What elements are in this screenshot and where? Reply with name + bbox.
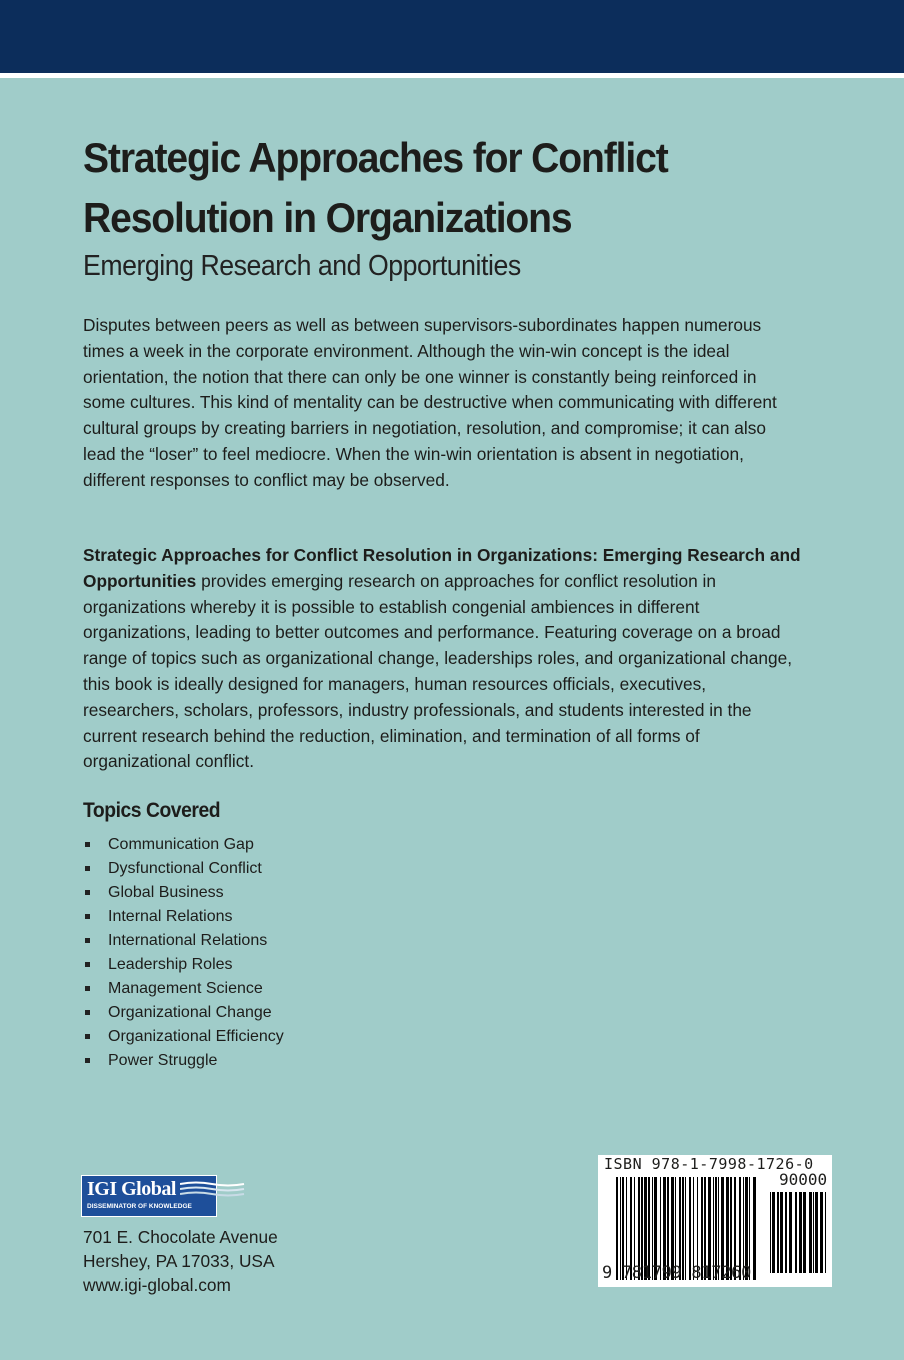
isbn-barcode	[598, 1155, 832, 1287]
bullet-icon	[85, 1034, 90, 1039]
logo-tagline: DISSEMINATOR OF KNOWLEDGE	[87, 1203, 192, 1210]
topic-label: International Relations	[108, 932, 268, 949]
bullet-icon	[85, 986, 90, 991]
topic-label: Organizational Efficiency	[108, 1028, 284, 1045]
topics-heading: Topics Covered	[83, 799, 221, 822]
barcode-bar	[753, 1177, 756, 1280]
barcode-bar	[803, 1192, 806, 1273]
band-divider	[0, 73, 904, 78]
barcode-bar	[785, 1192, 787, 1273]
title-line-2: Resolution in Organizations	[83, 194, 572, 241]
barcode-bar	[809, 1192, 812, 1273]
bullet-icon	[85, 866, 90, 871]
bullet-icon	[85, 938, 90, 943]
topic-label: Management Science	[108, 980, 263, 997]
topic-item	[83, 929, 284, 953]
description-bold-title: Strategic Approaches for Conflict Resolution in Organizations: Emerging Research and Opportunities	[83, 545, 801, 591]
barcode-bar	[825, 1192, 826, 1273]
topic-item	[83, 1001, 284, 1025]
price-addon: 90000	[779, 1170, 828, 1189]
topic-label: Global Business	[108, 884, 224, 901]
logo-waves-icon	[180, 1181, 246, 1201]
barcode-bar	[795, 1192, 797, 1273]
bullet-icon	[85, 962, 90, 967]
barcode-bar	[799, 1192, 802, 1273]
topic-item	[83, 977, 284, 1001]
isbn-label: ISBN 978-1-7998-1726-0	[604, 1155, 814, 1173]
description-paragraph-2	[83, 543, 803, 775]
barcode-bar	[772, 1192, 775, 1273]
topic-item	[83, 1025, 284, 1049]
topic-label: Leadership Roles	[108, 956, 233, 973]
barcode-bar	[789, 1192, 792, 1273]
topic-label: Power Struggle	[108, 1052, 218, 1069]
description-text: provides emerging research on approaches for conflict resolution in organizations whereby it is possible to establish congenial ambiences in different organizations, leading to better outcomes and performance. Featuring coverage on a broad range of topics such as organizational change, leaderships roles, and organizational change, this book is ideally designed for managers, human resources officials, executives, researchers, scholars, professors, industry professionals, and students interested in the current research behind the reduction, elimination, and termination of all forms of organizational conflict.	[83, 570, 792, 772]
bullet-icon	[85, 842, 90, 847]
top-band	[0, 0, 904, 73]
book-subtitle: Emerging Research and Opportunities	[83, 250, 521, 282]
barcode-bar	[815, 1192, 818, 1273]
barcode-bar	[777, 1192, 779, 1273]
barcode-bar	[813, 1192, 814, 1273]
address-line-2: Hershey, PA 17033, USA	[83, 1251, 275, 1271]
topic-item	[83, 833, 284, 857]
barcode-bar	[780, 1192, 783, 1273]
address-line-1: 701 E. Chocolate Avenue	[83, 1227, 278, 1247]
topic-label: Organizational Change	[108, 1004, 272, 1021]
logo-name: IGI Global	[87, 1178, 176, 1200]
publisher-address	[83, 1225, 278, 1297]
bullet-icon	[85, 914, 90, 919]
barcode-bar	[820, 1192, 823, 1273]
website: www.igi-global.com	[83, 1275, 231, 1295]
bullet-icon	[85, 1058, 90, 1063]
title-line-1: Strategic Approaches for Conflict	[83, 134, 668, 181]
bullet-icon	[85, 890, 90, 895]
barcode-bar	[770, 1192, 771, 1273]
topic-item	[83, 1049, 284, 1073]
topic-label: Communication Gap	[108, 836, 254, 853]
topic-item	[83, 905, 284, 929]
bullet-icon	[85, 1010, 90, 1015]
topic-label: Internal Relations	[108, 908, 233, 925]
topic-item	[83, 881, 284, 905]
topic-item	[83, 953, 284, 977]
topic-item	[83, 857, 284, 881]
barcode-digits: 9 781799 817260	[602, 1263, 752, 1283]
topics-list	[83, 833, 284, 1073]
topic-label: Dysfunctional Conflict	[108, 860, 262, 877]
book-title	[83, 128, 790, 248]
description-paragraph-1: Disputes between peers as well as between supervisors-subordinates happen numerous times a week in the corporate environment. Although the win-win concept is the ideal orientation, the notion that there can only be one winner is constantly being reinforced in some cultures. This kind of mentality can be destructive when communicating with different cultural groups by creating barriers in negotiation, resolution, and compromise; it can also lead the “loser” to feel mediocre. When the win-win orientation is absent in negotiation, different responses to conflict may be observed.	[83, 315, 777, 490]
